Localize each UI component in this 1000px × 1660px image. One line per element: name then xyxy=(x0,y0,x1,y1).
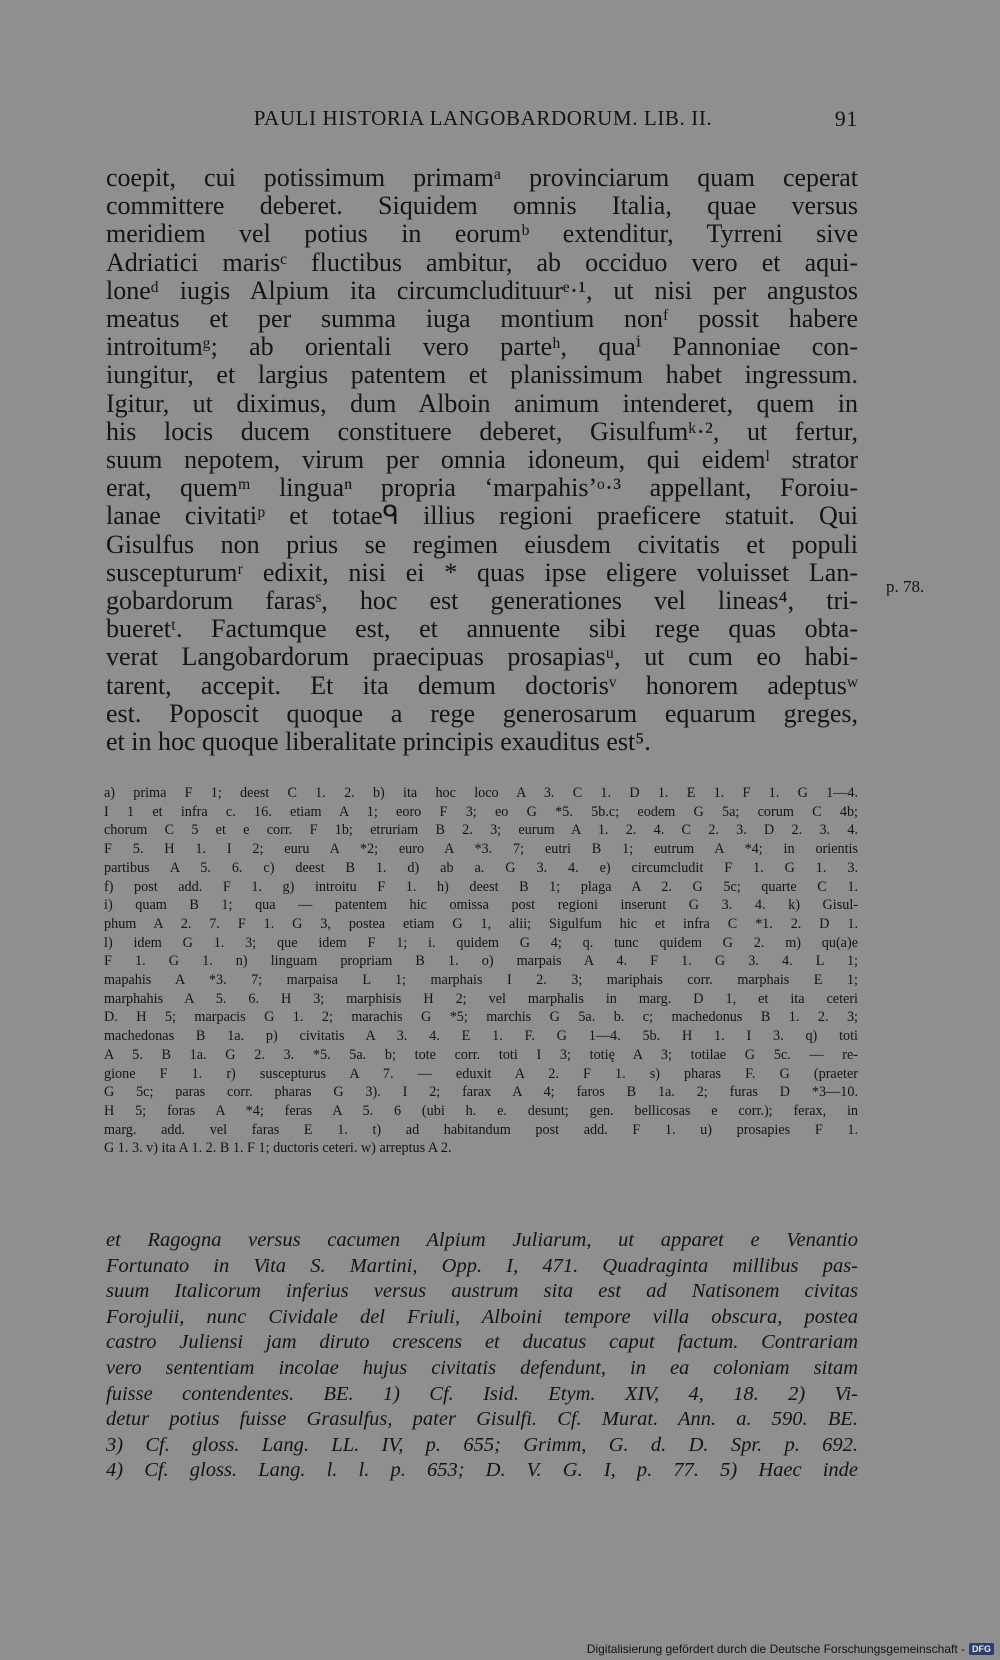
text-line: Gisulfus non prius se regimen eiusdem civitatis et populi xyxy=(106,530,858,559)
footnote-line: chorum C 5 et e corr. F 1b; etruriam B 2. 3; eurum A 1. 2. 4. C 2. 3. D 2. 3. 4. xyxy=(104,822,858,839)
footnote-line: marg. add. vel faras E 1. t) ad habitandum post add. F 1. u) prosapies F 1. xyxy=(104,1121,858,1138)
text-line: meatus et per summa iuga montium nonᶠ possit habere xyxy=(106,305,858,334)
dfg-logo: DFG xyxy=(969,1643,994,1655)
footnote-line: marphahis A 5. 6. H 3; marphisis H 2; vel marphalis in marg. D 1, et ita ceteri xyxy=(104,990,858,1007)
commentary-notes xyxy=(106,1228,858,1484)
text-line: loneᵈ iugis Alpium ita circumcludituurᵉ·¹, ut nisi per angustos xyxy=(106,276,858,305)
text-line: committere deberet. Siquidem omnis Italia, quae versus xyxy=(106,192,858,221)
footnote-line: H 5; foras A *4; feras A 5. 6 (ubi h. e. desunt; gen. bellicosas e corr.); ferax, in xyxy=(104,1102,858,1119)
commentary-line: Forojulii, nunc Cividale del Friuli, Alboini tempore villa obscura, postea xyxy=(106,1305,858,1328)
commentary-line: vero sententiam incolae hujus civitatis defendunt, in ea coloniam sitam xyxy=(106,1356,858,1379)
footnote-line: F 5. H 1. I 2; euru A *2; euro A *3. 7; eutri B 1; eutrum A *4; in orientis xyxy=(104,841,858,858)
text-line: lanae civitatiᵖ et totaeᑫ illius regioni praeficere statuit. Qui xyxy=(106,502,858,531)
margin-page-reference: p. 78. xyxy=(886,577,925,596)
footnote-line: a) prima F 1; deest C 1. 2. b) ita hoc loco A 3. C 1. D 1. E 1. F 1. G 1—4. xyxy=(104,785,858,801)
text-line: coepit, cui potissimum primamᵃ provinciarum quam ceperat xyxy=(106,164,858,192)
footnote-line: I 1 et infra c. 16. etiam A 1; eoro F 3; eo G *5. 5b.c; eodem G 5a; corum C 4b; xyxy=(104,803,858,820)
footnote-line: partibus A 5. 6. c) deest B 1. d) ab a. G 3. 4. e) circumcludit F 1. G 1. 3. xyxy=(104,859,858,876)
main-text xyxy=(106,164,858,756)
text-line: verat Langobardorum praecipuas prosapiasᵘ, ut cum eo habi- xyxy=(106,643,858,672)
text-line: bueretᵗ. Factumque est, et annuente sibi rege quas obta- xyxy=(106,615,858,644)
running-title: PAULI HISTORIA LANGOBARDORUM. LIB. II. xyxy=(253,106,713,130)
text-line: Adriatici marisᶜ fluctibus ambitur, ab occiduo vero et aqui- xyxy=(106,248,858,277)
commentary-line: 3) Cf. gloss. Lang. LL. IV, p. 655; Grimm, G. d. D. Spr. p. 692. xyxy=(106,1433,858,1456)
text-line: erat, quemᵐ linguaⁿ propria ‘marpahis’ᵒ·³ appellant, Foroiu- xyxy=(106,474,858,503)
critical-apparatus xyxy=(104,784,858,1158)
text-line: est. Poposcit quoque a rege generosarum equarum greges, xyxy=(106,699,858,728)
commentary-line: et Ragogna versus cacumen Alpium Juliarum, ut apparet e Venantio xyxy=(106,1229,858,1251)
footnote-line: G 1. 3. v) ita A 1. 2. B 1. F 1; ductoris ceteri. w) arreptus A 2. xyxy=(104,1140,452,1157)
page-number: 91 xyxy=(834,106,858,131)
text-line: introitumᵍ; ab orientali vero parteʰ, quaⁱ Pannoniae con- xyxy=(106,333,858,362)
running-header xyxy=(108,106,858,131)
footnote-line: f) post add. F 1. g) introitu F 1. h) deest B 1; plaga A 2. G 5c; quarte C 1. xyxy=(104,878,858,895)
text-line: suum nepotem, virum per omnia idoneum, qui eidemˡ strator xyxy=(106,446,858,475)
footnote-line: G 5c; paras corr. pharas G 3). I 2; farax A 4; faros B 1a. 2; furas D *3—10. xyxy=(104,1084,858,1101)
credit-text: Digitalisierung gefördert durch die Deutsche Forschungsgemeinschaft - xyxy=(586,1642,965,1656)
footnote-line: mapahis A *3. 7; marpaisa L 1; marphais I 2. 3; mariphais corr. marphais E 1; xyxy=(104,972,858,989)
text-line: his locis ducem constituere deberet, Gisulfumᵏ·², ut fertur, xyxy=(106,417,858,446)
commentary-line: suum Italicorum inferius versus austrum sita est ad Natisonem civitas xyxy=(106,1280,858,1303)
commentary-line: Fortunato in Vita S. Martini, Opp. I, 471. Quadraginta millibus pas- xyxy=(106,1254,858,1277)
text-line: tarent, accepit. Et ita demum doctorisᵛ honorem adeptusʷ xyxy=(106,671,858,700)
text-line: suscepturumʳ edixit, nisi ei * quas ipse eligere voluisset Lan- xyxy=(106,558,858,587)
commentary-line: castro Juliensi jam diruto crescens et ducatus caput factum. Contrariam xyxy=(106,1331,858,1354)
text-line: gobardorum farasˢ, hoc est generationes vel lineas⁴, tri- xyxy=(106,587,858,616)
text-line: iungitur, et largius patentem et planissimum habet ingressum. xyxy=(106,361,858,390)
text-line: meridiem vel potius in eorumᵇ extenditur, Tyrreni sive xyxy=(106,220,858,249)
footnote-line: F 1. G 1. n) linguam propriam B 1. o) marpais A 4. F 1. G 3. 4. L 1; xyxy=(104,953,858,970)
footnote-line: A 5. B 1a. G 2. 3. *5. 5a. b; tote corr. toti I 3; totię A 3; totilae G 5c. — re- xyxy=(104,1046,858,1063)
footnote-line: machedonas B 1a. p) civitatis A 3. 4. E 1. F. G 1—4. 5b. H 1. I 3. q) toti xyxy=(104,1028,858,1045)
digitization-credit xyxy=(587,1642,994,1656)
footnote-line: i) quam B 1; qua — patentem hic omissa post regioni inserunt G 3. 4. k) Gisul- xyxy=(104,897,858,914)
footnote-line: l) idem G 1. 3; que idem F 1; i. quidem G 4; q. tunc quidem G 2. m) qu(a)e xyxy=(104,934,858,951)
footnote-line: gione F 1. r) suscepturus A 7. — eduxit A 2. F 1. s) pharas F. G (praeter xyxy=(104,1065,858,1082)
text-line: et in hoc quoque liberalitate principis exauditus est⁵. xyxy=(106,728,651,757)
text-line: Igitur, ut diximus, dum Alboin animum intenderet, quem in xyxy=(106,389,858,418)
footnote-line: phum A 2. 7. F 1. G 3, postea etiam G 1, alii; Sigulfum hic et infra C *1. 2. D 1. xyxy=(104,915,858,932)
footnote-line: D. H 5; marpacis G 1. 2; marachis G *5; marchis G 5a. b. c; machedonus B 1. 2. 3; xyxy=(104,1009,858,1026)
commentary-line: fuisse contendentes. BE. 1) Cf. Isid. Etym. XIV, 4, 18. 2) Vi- xyxy=(106,1382,858,1405)
commentary-line: detur potius fuisse Grasulfus, pater Gisulfi. Cf. Murat. Ann. a. 590. BE. xyxy=(106,1408,858,1431)
commentary-line: 4) Cf. gloss. Lang. l. l. p. 653; D. V. G. I, p. 77. 5) Haec inde xyxy=(106,1459,858,1482)
